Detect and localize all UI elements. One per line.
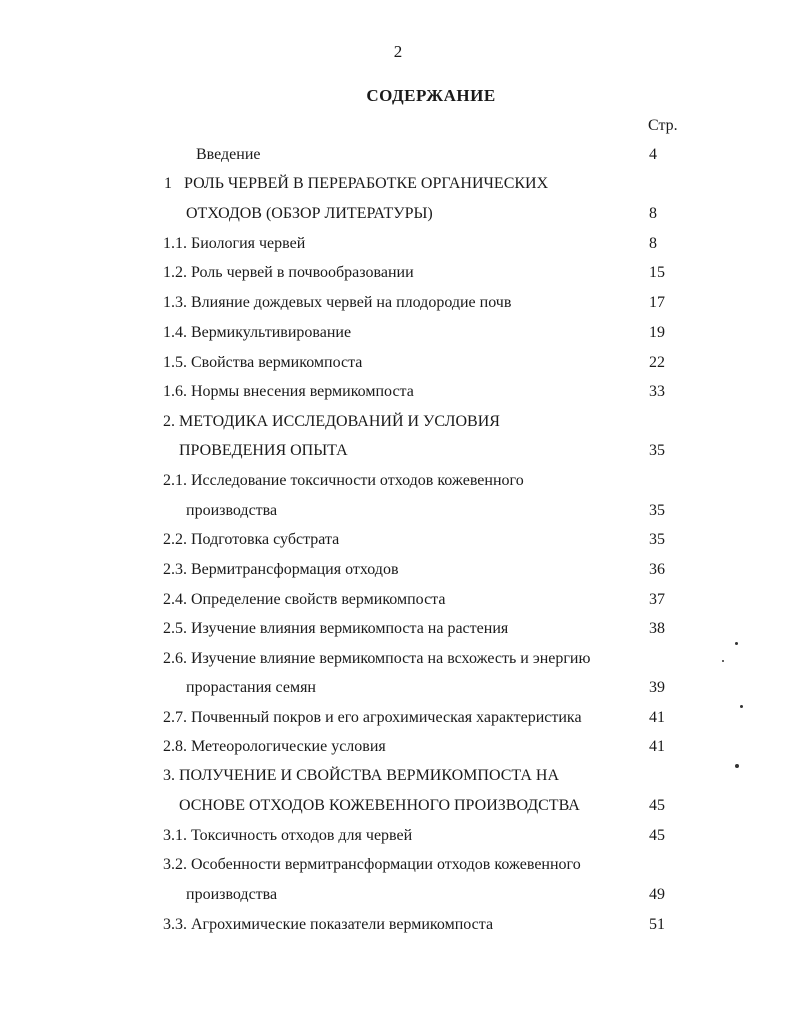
toc-entry <box>0 648 796 670</box>
toc-entry <box>0 559 796 581</box>
page-title: СОДЕРЖАНИЕ <box>366 86 496 105</box>
toc-entry <box>0 144 796 166</box>
toc-entry-page: 37 <box>649 591 665 608</box>
toc-entry-page: 45 <box>649 797 665 814</box>
scan-speck <box>735 642 738 645</box>
toc-entry <box>0 411 796 433</box>
toc-entry <box>0 677 796 699</box>
toc-entry-title: 3. ПОЛУЧЕНИЕ И СВОЙСТВА ВЕРМИКОМПОСТА НА <box>163 767 560 784</box>
toc-entry-page: 51 <box>649 916 665 933</box>
toc-entry <box>0 322 796 344</box>
toc-entry-title: 1.2. Роль червей в почвообразовании <box>163 264 414 281</box>
toc-entry-title: 1 РОЛЬ ЧЕРВЕЙ В ПЕРЕРАБОТКЕ ОРГАНИЧЕСКИХ <box>164 175 549 192</box>
toc-entry <box>0 203 796 225</box>
toc-entry-page: 39 <box>649 679 665 696</box>
toc-entry-title: 1.3. Влияние дождевых червей на плодородие почв <box>163 294 512 311</box>
toc-entry-title: 2.4. Определение свойств вермикомпоста <box>163 591 446 608</box>
toc-entry <box>0 500 796 522</box>
toc-entry <box>0 292 796 314</box>
toc-entry-title: 1.5. Свойства вермикомпоста <box>163 354 363 371</box>
toc-entry-page: 45 <box>649 827 665 844</box>
page-number: 2 <box>393 42 403 61</box>
toc-entry-page: 41 <box>649 709 665 726</box>
toc-entry <box>0 262 796 284</box>
toc-entry-title: ПРОВЕДЕНИЯ ОПЫТА <box>179 442 348 459</box>
toc-entry-title: 2.8. Метеорологические условия <box>163 738 386 755</box>
toc-entry-page: 17 <box>649 294 665 311</box>
toc-entry-page: 8 <box>649 235 657 252</box>
toc-entry-title: 2. МЕТОДИКА ИССЛЕДОВАНИЙ И УСЛОВИЯ <box>163 413 500 430</box>
toc-entry-title: прорастания семян <box>186 679 316 696</box>
toc-entry <box>0 589 796 611</box>
toc-entry-title: 1.4. Вермикультивирование <box>163 324 352 341</box>
toc-entry-page: 41 <box>649 738 665 755</box>
scan-speck <box>740 705 743 708</box>
toc-entry-title: производства <box>186 502 278 519</box>
toc-entry-page: 36 <box>649 561 665 578</box>
toc-entry-page: 35 <box>649 531 665 548</box>
toc-entry <box>0 825 796 847</box>
toc-entry-page: 33 <box>649 383 665 400</box>
toc-entry <box>0 707 796 729</box>
toc-entry-page: 35 <box>649 442 665 459</box>
toc-entry <box>0 884 796 906</box>
toc-entry-title: 3.2. Особенности вермитрансформации отходов кожевенного <box>163 856 581 873</box>
toc-entry-page: 35 <box>649 502 665 519</box>
toc-entry <box>0 440 796 462</box>
toc-entry-title: 2.5. Изучение влияния вермикомпоста на растения <box>163 620 509 637</box>
toc-entry <box>0 618 796 640</box>
toc-entry-title: 3.1. Токсичность отходов для червей <box>163 827 413 844</box>
toc-entry-page: 49 <box>649 886 665 903</box>
toc-entry <box>0 795 796 817</box>
toc-entry <box>0 470 796 492</box>
toc-entry-page: 19 <box>649 324 665 341</box>
toc-entry-title: производства <box>186 886 278 903</box>
toc-entry <box>0 529 796 551</box>
toc-entry-title: Введение <box>196 146 261 163</box>
toc-entry-title: 2.3. Вермитрансформация отходов <box>163 561 399 578</box>
toc-entry-title: 2.1. Исследование токсичности отходов кожевенного <box>163 472 524 489</box>
scan-speck <box>722 660 724 662</box>
toc-entry <box>0 233 796 255</box>
toc-entry <box>0 381 796 403</box>
toc-entry-page: 38 <box>649 620 665 637</box>
toc-entry <box>0 854 796 876</box>
scan-speck <box>735 764 739 768</box>
toc-entry-page: 4 <box>649 146 657 163</box>
toc-entry-title: ОТХОДОВ (ОБЗОР ЛИТЕРАТУРЫ) <box>186 205 433 222</box>
toc-entry-page: 8 <box>649 205 657 222</box>
toc-entry <box>0 173 796 195</box>
toc-entry-title: ОСНОВЕ ОТХОДОВ КОЖЕВЕННОГО ПРОИЗВОДСТВА <box>179 797 580 814</box>
toc-entry <box>0 352 796 374</box>
toc-entry-title: 1.1. Биология червей <box>163 235 306 252</box>
toc-entry-title: 1.6. Нормы внесения вермикомпоста <box>163 383 414 400</box>
toc-entry <box>0 736 796 758</box>
page-column-label: Стр. <box>648 117 678 134</box>
toc-entry-page: 22 <box>649 354 665 371</box>
toc-entry-title: 3.3. Агрохимические показатели вермикомпоста <box>163 916 494 933</box>
toc-entry-title: 2.6. Изучение влияние вермикомпоста на всхожесть и энергию <box>163 650 591 667</box>
toc-entry-title: 2.2. Подготовка субстрата <box>163 531 340 548</box>
toc-entry-title: 2.7. Почвенный покров и его агрохимическая характеристика <box>163 709 582 726</box>
toc-entry-page: 15 <box>649 264 665 281</box>
toc-entry <box>0 914 796 936</box>
toc-entry <box>0 765 796 787</box>
